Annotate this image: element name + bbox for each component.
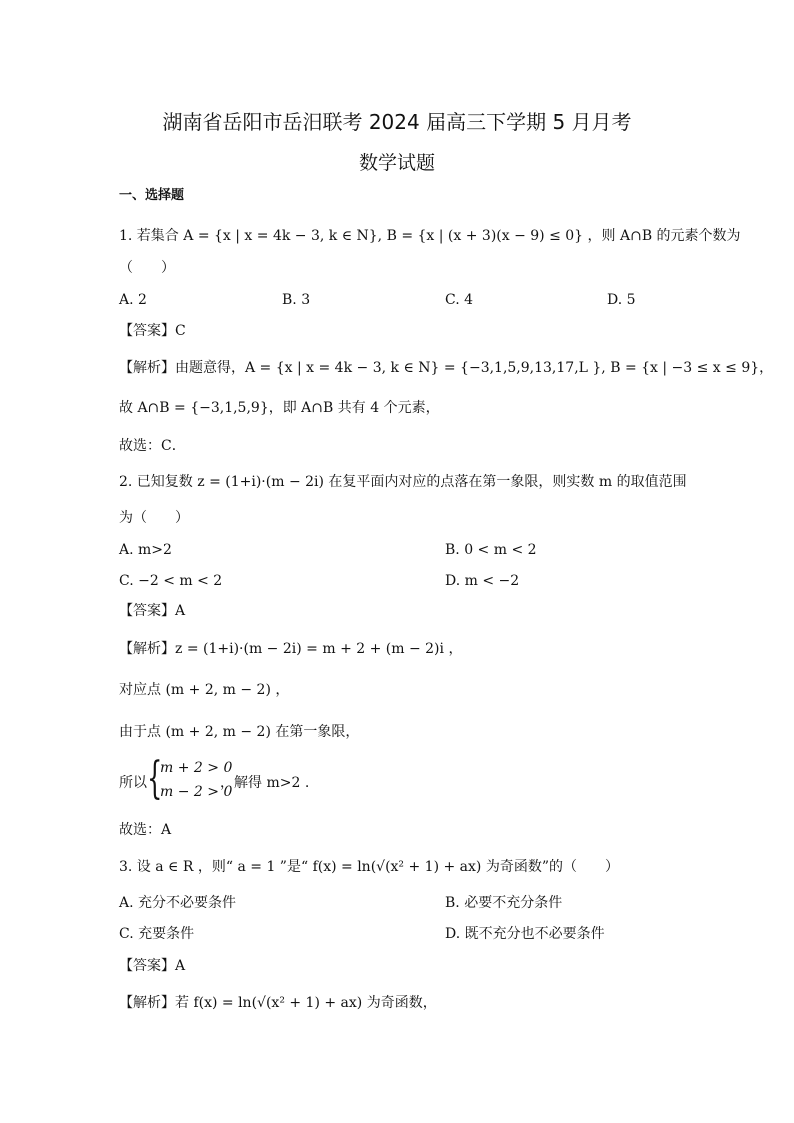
q1-stem-bracket: （ ）: [119, 260, 175, 276]
q2-analysis-line3: 由于点 (m + 2, m − 2) 在第一象限，: [119, 724, 360, 740]
q3-stem: 3. 设 a ∈ R ，则“ a = 1 ”是“ f(x) = ln(√(x² + 1) + ax) 为奇函数”的（ ）: [119, 859, 619, 875]
section-heading: 一、选择题: [119, 188, 185, 203]
left-brace: {: [147, 753, 163, 804]
q2-stem-line2: 为（ ）: [119, 510, 189, 526]
page-title: 湖南省岳阳市岳汨联考 2024 届高三下学期 5 月月考: [162, 110, 632, 134]
q2-system-result: ，解得 m>2 .: [220, 775, 310, 791]
q3-option-c: C. 充要条件: [119, 926, 195, 942]
q1-option-c: C. 4: [445, 292, 474, 308]
q1-option-a: A. 2: [119, 292, 147, 308]
q2-system-line2: m − 2 > 0: [160, 784, 233, 800]
q2-option-d: D. m < −2: [445, 573, 520, 589]
q3-option-d: D. 既不充分也不必要条件: [445, 926, 605, 942]
q2-system-line1: m + 2 > 0: [160, 760, 233, 776]
q3-option-a: A. 充分不必要条件: [119, 895, 237, 911]
q1-option-d: D. 5: [607, 292, 636, 308]
q3-answer: 【答案】A: [119, 958, 186, 974]
q3-option-b: B. 必要不充分条件: [445, 895, 563, 911]
q3-analysis-line1: 【解析】若 f(x) = ln(√(x² + 1) + ax) 为奇函数，: [119, 995, 437, 1011]
q1-analysis-line2: 故 A∩B = {−3,1,5,9}，即 A∩B 共有 4 个元素，: [119, 400, 440, 416]
q2-option-a: A. m>2: [119, 542, 172, 558]
q2-analysis-line2: 对应点 (m + 2, m − 2) ，: [119, 682, 290, 698]
q1-stem: 1. 若集合 A = {x | x = 4k − 3, k ∈ N}, B = {x | (x + 3)(x − 9) ≤ 0} ，则 A∩B 的元素个数为: [119, 228, 741, 244]
q1-option-b: B. 3: [282, 292, 311, 308]
q2-option-b: B. 0 < m < 2: [445, 542, 537, 558]
q1-analysis-line1: 【解析】由题意得，A = {x | x = 4k − 3, k ∈ N} = {−3,1,5,9,13,17,L }, B = {x | −3 ≤ x ≤ 9}，: [119, 360, 774, 376]
q2-analysis-line1: 【解析】z = (1+i)·(m − 2i) = m + 2 + (m − 2)i ，: [119, 641, 463, 657]
q2-option-c: C. −2 < m < 2: [119, 573, 223, 589]
q1-conclusion: 故选：C．: [119, 438, 186, 454]
q2-conclusion: 故选：A: [119, 822, 172, 838]
q1-answer: 【答案】C: [119, 323, 186, 339]
q2-answer: 【答案】A: [119, 603, 186, 619]
q2-system-prefix: 所以: [119, 775, 147, 791]
page-subtitle: 数学试题: [358, 152, 435, 174]
q2-stem: 2. 已知复数 z = (1+i)·(m − 2i) 在复平面内对应的点落在第一象限，则实数 m 的取值范围: [119, 474, 687, 490]
